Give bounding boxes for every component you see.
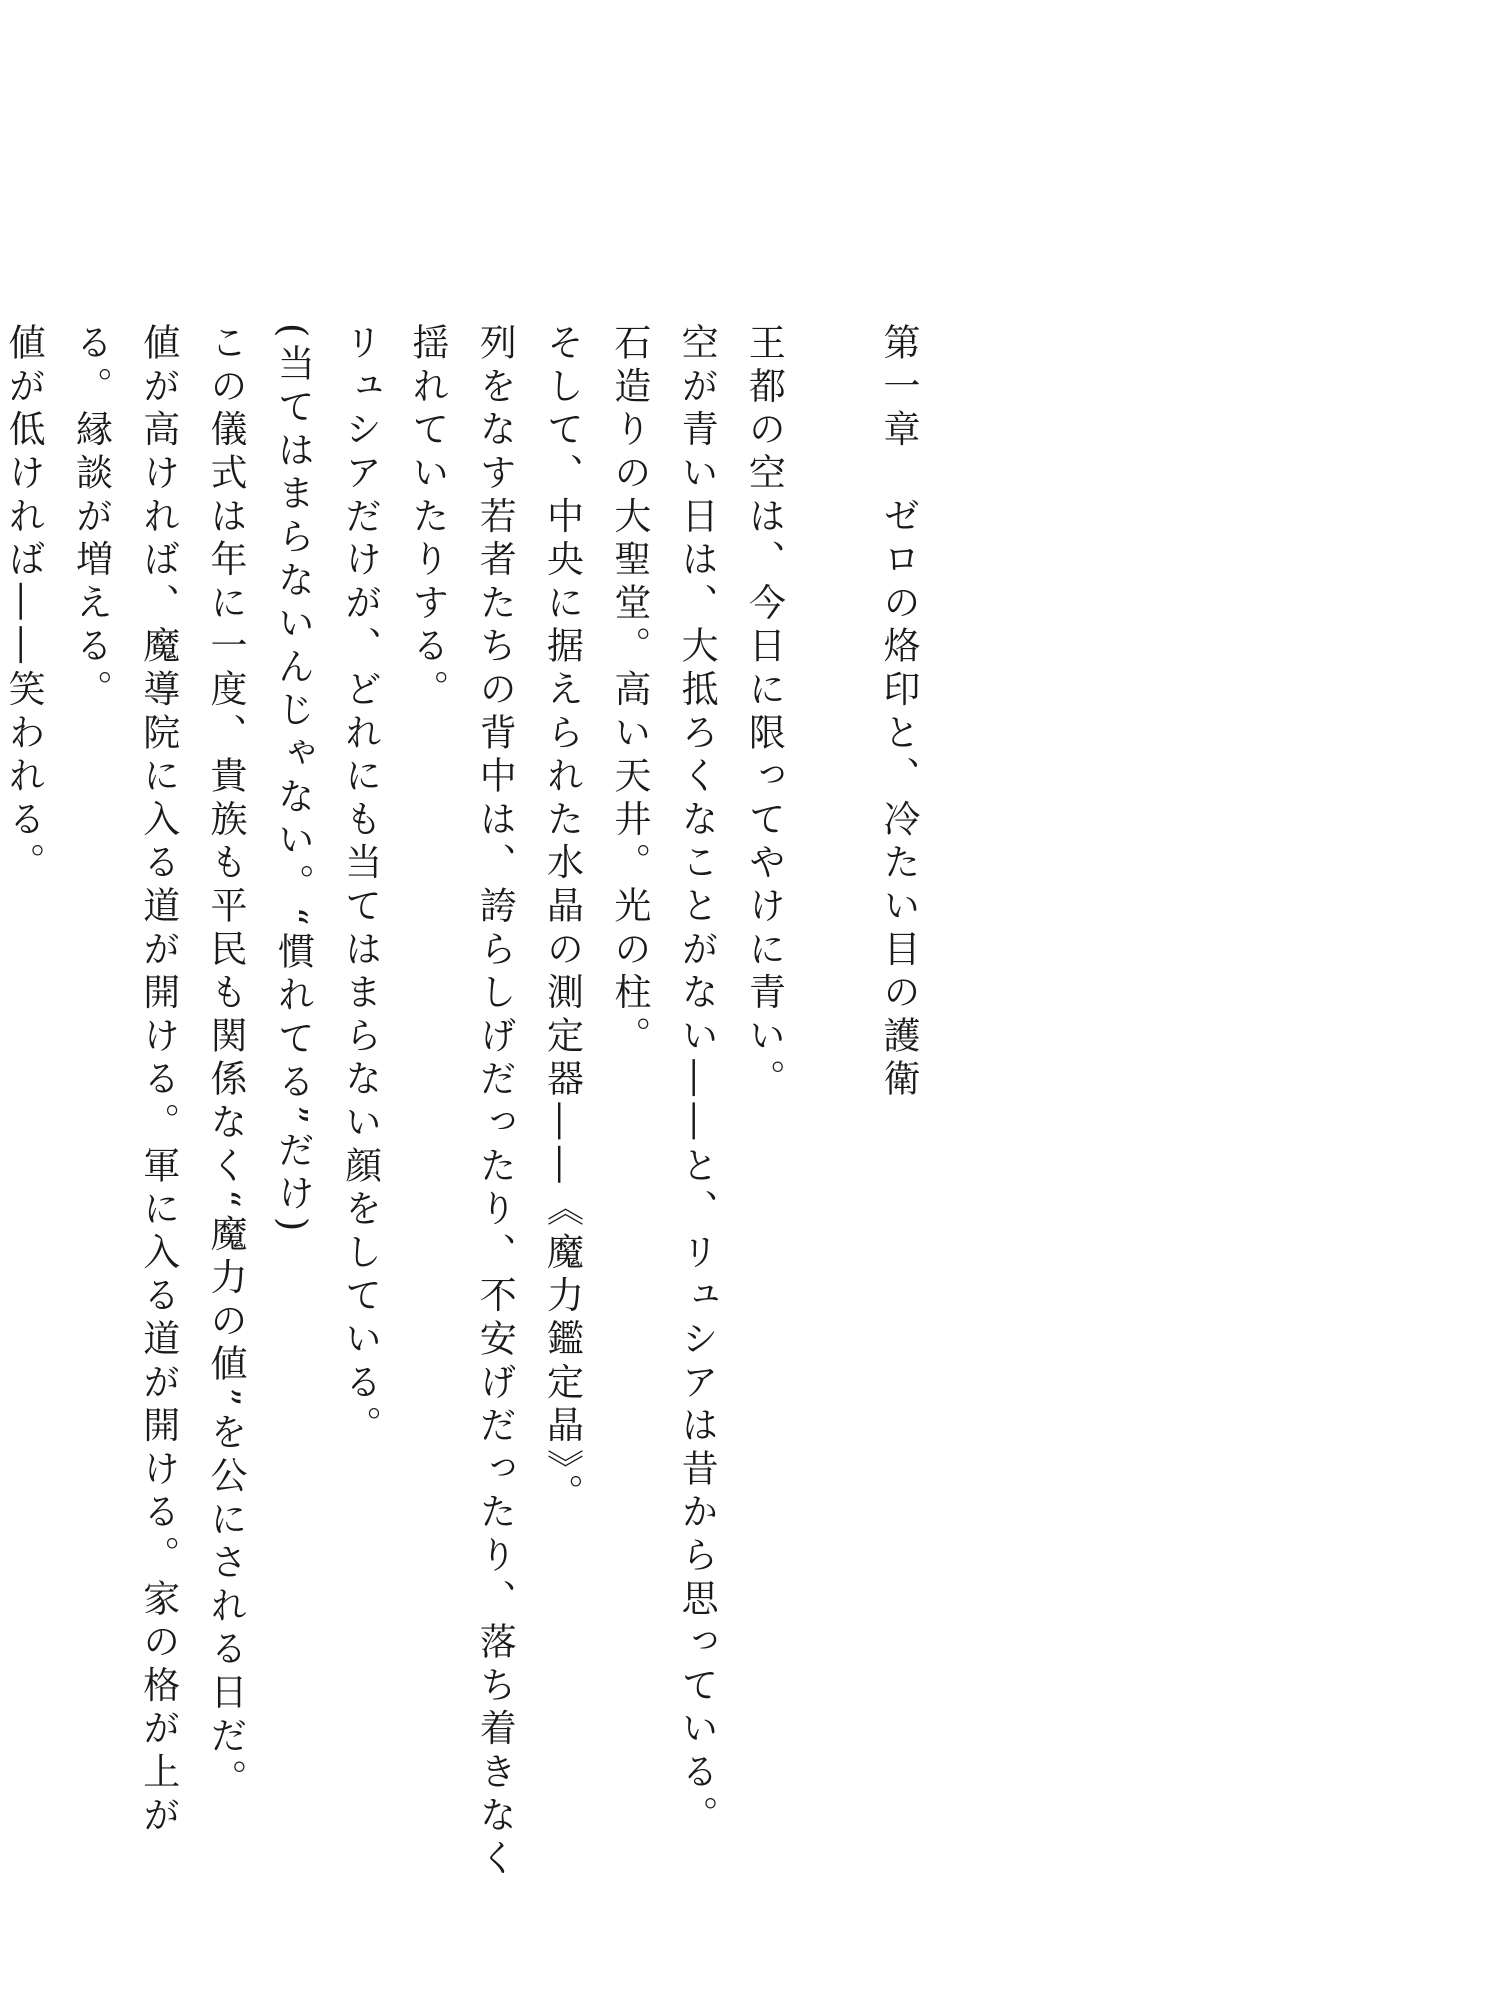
paragraph: (当てはまらないんじゃない。“慣れてる”だけ) <box>271 323 315 1238</box>
paragraph: そして、中央に据えられた水晶の測定器――《魔力鑑定晶》。 <box>540 323 584 1517</box>
paragraph: 石造りの大聖堂。高い天井。光の柱。 <box>607 323 651 1060</box>
paragraph: 空が青い日は、大抵ろくなことがない――と、リュシアは昔から思っている。 <box>675 323 719 1839</box>
paragraph: 値が高ければ、魔導院に入る道が開ける。軍に入る道が開ける。家の格が上がる。縁談が増える。 <box>69 323 180 1839</box>
chapter-title: 第一章 ゼロの烙印と、冷たい目の護衛 <box>877 323 920 1103</box>
blank-line <box>797 323 864 1883</box>
body-text <box>0 323 932 1883</box>
paragraph: 王都の空は、今日に限ってやけに青い。 <box>742 323 786 1103</box>
paragraph: 値が低ければ――笑われる。 <box>2 323 46 886</box>
paragraph: リュシアだけが、どれにも当てはまらない顔をしている。 <box>338 323 382 1449</box>
paragraph: この儀式は年に一度、貴族も平民も関係なく“魔力の値”を公にされる日だ。 <box>204 323 248 1803</box>
paragraph: 列をなす若者たちの背中は、誇らしげだったり、不安げだったり、落ち着きなく揺れていたりする。 <box>405 323 517 1882</box>
